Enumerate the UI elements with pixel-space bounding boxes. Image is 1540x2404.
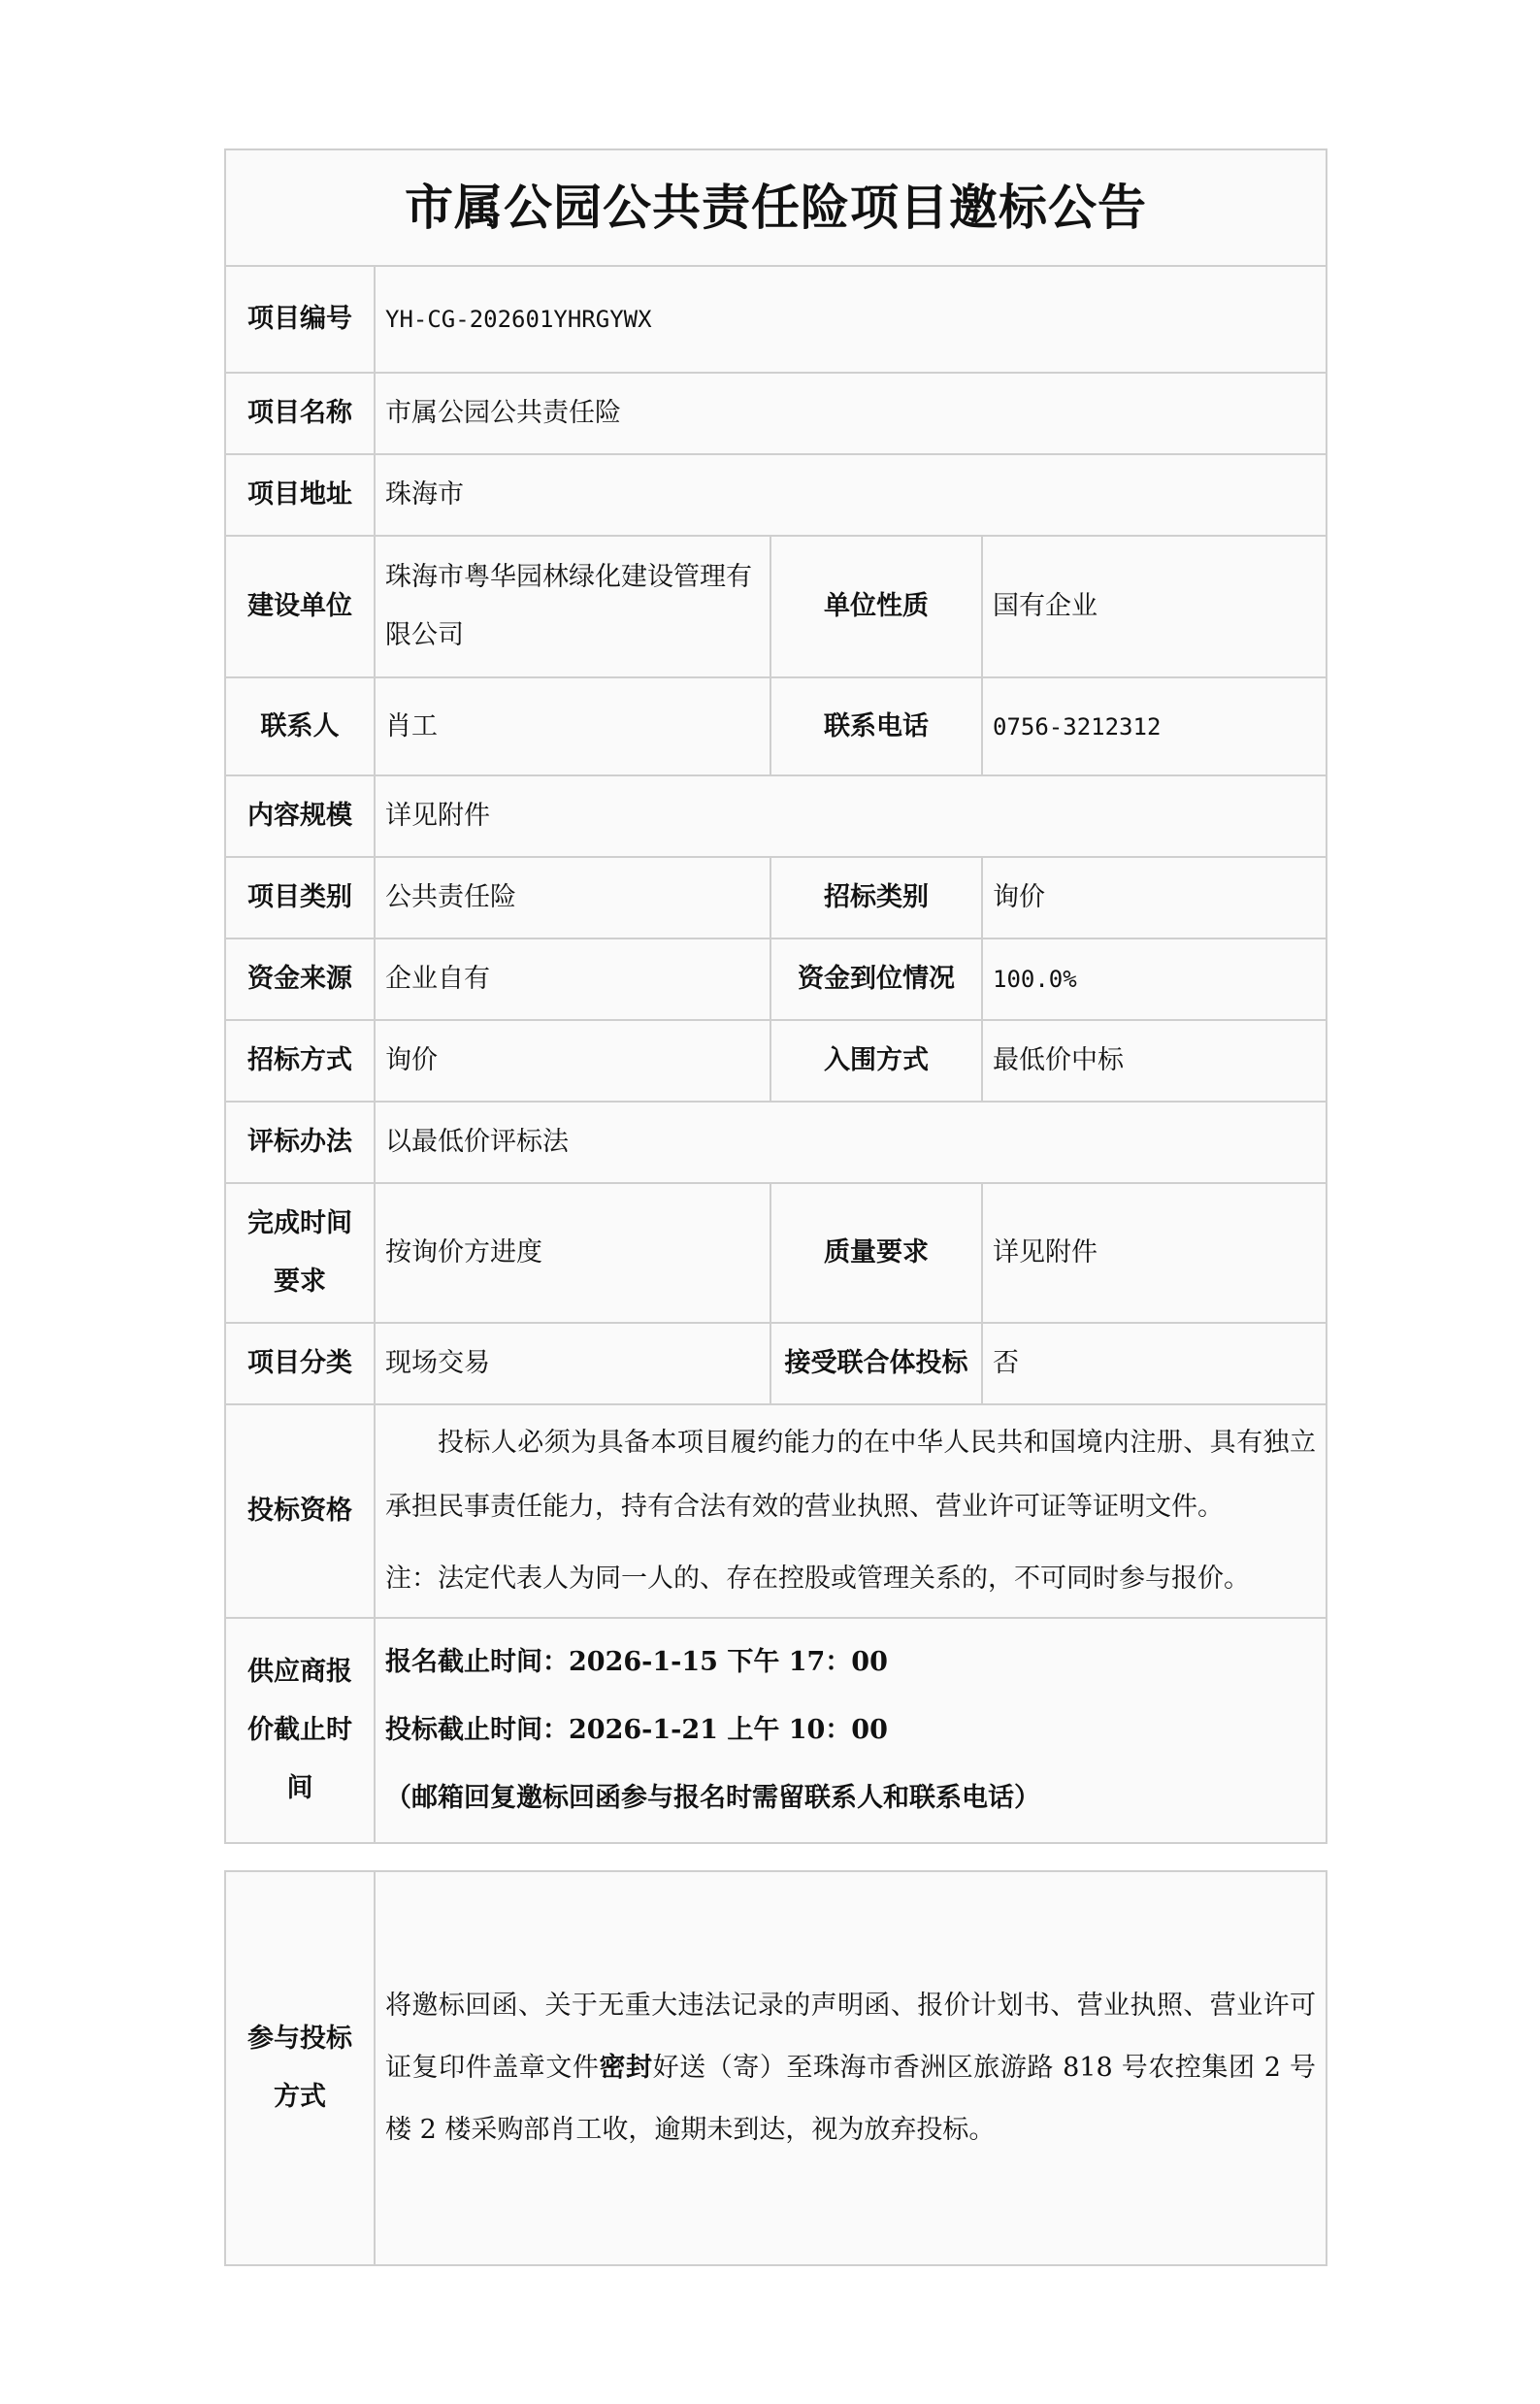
label-classification: 项目分类 (225, 1323, 375, 1404)
label-funds-status: 资金到位情况 (770, 939, 982, 1020)
value-tender-method: 询价 (375, 1020, 770, 1102)
label-tender-method: 招标方式 (225, 1020, 375, 1102)
value-shortlist-method: 最低价中标 (982, 1020, 1327, 1102)
label-builder: 建设单位 (225, 536, 375, 677)
label-quality: 质量要求 (770, 1183, 982, 1323)
value-project-no: YH-CG-202601YHRGYWX (375, 266, 1327, 373)
registration-deadline: 报名截止时间：2026-1-15 下午 17：00 (385, 1647, 888, 1677)
label-project-name: 项目名称 (225, 373, 375, 454)
qualification-note: 注：法定代表人为同一人的、存在控股或管理关系的，不可同时参与报价。 (385, 1564, 1250, 1594)
label-project-category: 项目类别 (225, 857, 375, 939)
label-project-address: 项目地址 (225, 454, 375, 536)
value-builder: 珠海市粤华园林绿化建设管理有限公司 (375, 536, 770, 677)
label-participation (225, 1871, 375, 2265)
participation-text-bold: 密封 (599, 2053, 653, 2083)
label-scope: 内容规模 (225, 775, 375, 857)
label-deadline-line3: 间 (286, 1773, 313, 1803)
row-completion (225, 1183, 1327, 1323)
row-deadline (225, 1618, 1327, 1843)
row-project-name (225, 373, 1327, 454)
label-evaluation: 评标办法 (225, 1102, 375, 1183)
row-contact (225, 677, 1327, 775)
value-deadline (375, 1618, 1327, 1843)
label-deadline-line2: 价截止时 (247, 1715, 352, 1745)
value-scope: 详见附件 (375, 775, 1327, 857)
label-shortlist-method: 入围方式 (770, 1020, 982, 1102)
row-classification (225, 1323, 1327, 1404)
label-funds-source: 资金来源 (225, 939, 375, 1020)
value-project-category: 公共责任险 (375, 857, 770, 939)
row-category (225, 857, 1327, 939)
label-unit-nature: 单位性质 (770, 536, 982, 677)
label-project-no: 项目编号 (225, 266, 375, 373)
row-participation (225, 1871, 1327, 2265)
row-project-no (225, 266, 1327, 373)
label-tender-category: 招标类别 (770, 857, 982, 939)
value-evaluation: 以最低价评标法 (375, 1102, 1327, 1183)
value-funds-status: 100.0% (982, 939, 1327, 1020)
value-qualification (375, 1404, 1327, 1618)
row-scope (225, 775, 1327, 857)
announcement-table (224, 148, 1327, 1844)
row-project-address (225, 454, 1327, 536)
participation-text (385, 1975, 1316, 2161)
label-phone: 联系电话 (770, 677, 982, 775)
value-phone: 0756-3212312 (982, 677, 1327, 775)
value-participation (375, 1871, 1327, 2265)
deadline-note: （邮箱回复邀标回函参与报名时需留联系人和联系电话） (385, 1783, 1040, 1813)
value-project-address: 珠海市 (375, 454, 1327, 536)
page-title: 市属公园公共责任险项目邀标公告 (225, 149, 1327, 266)
value-consortium: 否 (982, 1323, 1327, 1404)
label-qualification: 投标资格 (225, 1404, 375, 1618)
title-row (225, 149, 1327, 266)
row-funds (225, 939, 1327, 1020)
label-participation-line1: 参与投标 (247, 2024, 352, 2054)
value-project-name: 市属公园公共责任险 (375, 373, 1327, 454)
label-consortium: 接受联合体投标 (770, 1323, 982, 1404)
row-builder (225, 536, 1327, 677)
value-tender-category: 询价 (982, 857, 1327, 939)
value-contact: 肖工 (375, 677, 770, 775)
row-method (225, 1020, 1327, 1102)
row-evaluation (225, 1102, 1327, 1183)
participation-text-after: 好送（寄）至珠海市香洲区旅游路 818 号农控集团 2 号楼 2 楼采购部肖工收，逾期未到达，视为放弃投标。 (385, 2053, 1317, 2145)
label-participation-line2: 方式 (274, 2082, 326, 2112)
value-completion: 按询价方进度 (375, 1183, 770, 1323)
value-funds-source: 企业自有 (375, 939, 770, 1020)
bid-deadline: 投标截止时间：2026-1-21 上午 10：00 (385, 1715, 888, 1745)
value-unit-nature: 国有企业 (982, 536, 1327, 677)
participation-table (224, 1870, 1327, 2266)
value-quality: 详见附件 (982, 1183, 1327, 1323)
label-deadline-line1: 供应商报 (247, 1657, 352, 1687)
value-classification: 现场交易 (375, 1323, 770, 1404)
label-contact: 联系人 (225, 677, 375, 775)
participation-text-before: 将邀标回函、关于无重大违法记录的声明函、报价计划书、营业执照、营业许可证复印件盖章文件 (385, 1991, 1316, 2083)
label-completion-line2: 要求 (274, 1267, 326, 1297)
label-deadline (225, 1618, 375, 1843)
row-qualification (225, 1404, 1327, 1618)
label-completion (225, 1183, 375, 1323)
qualification-text: 投标人必须为具备本项目履约能力的在中华人民共和国境内注册、具有独立承担民事责任能力，持有合法有效的营业执照、营业许可证等证明文件。 (385, 1428, 1316, 1522)
label-completion-line1: 完成时间 (247, 1208, 352, 1238)
